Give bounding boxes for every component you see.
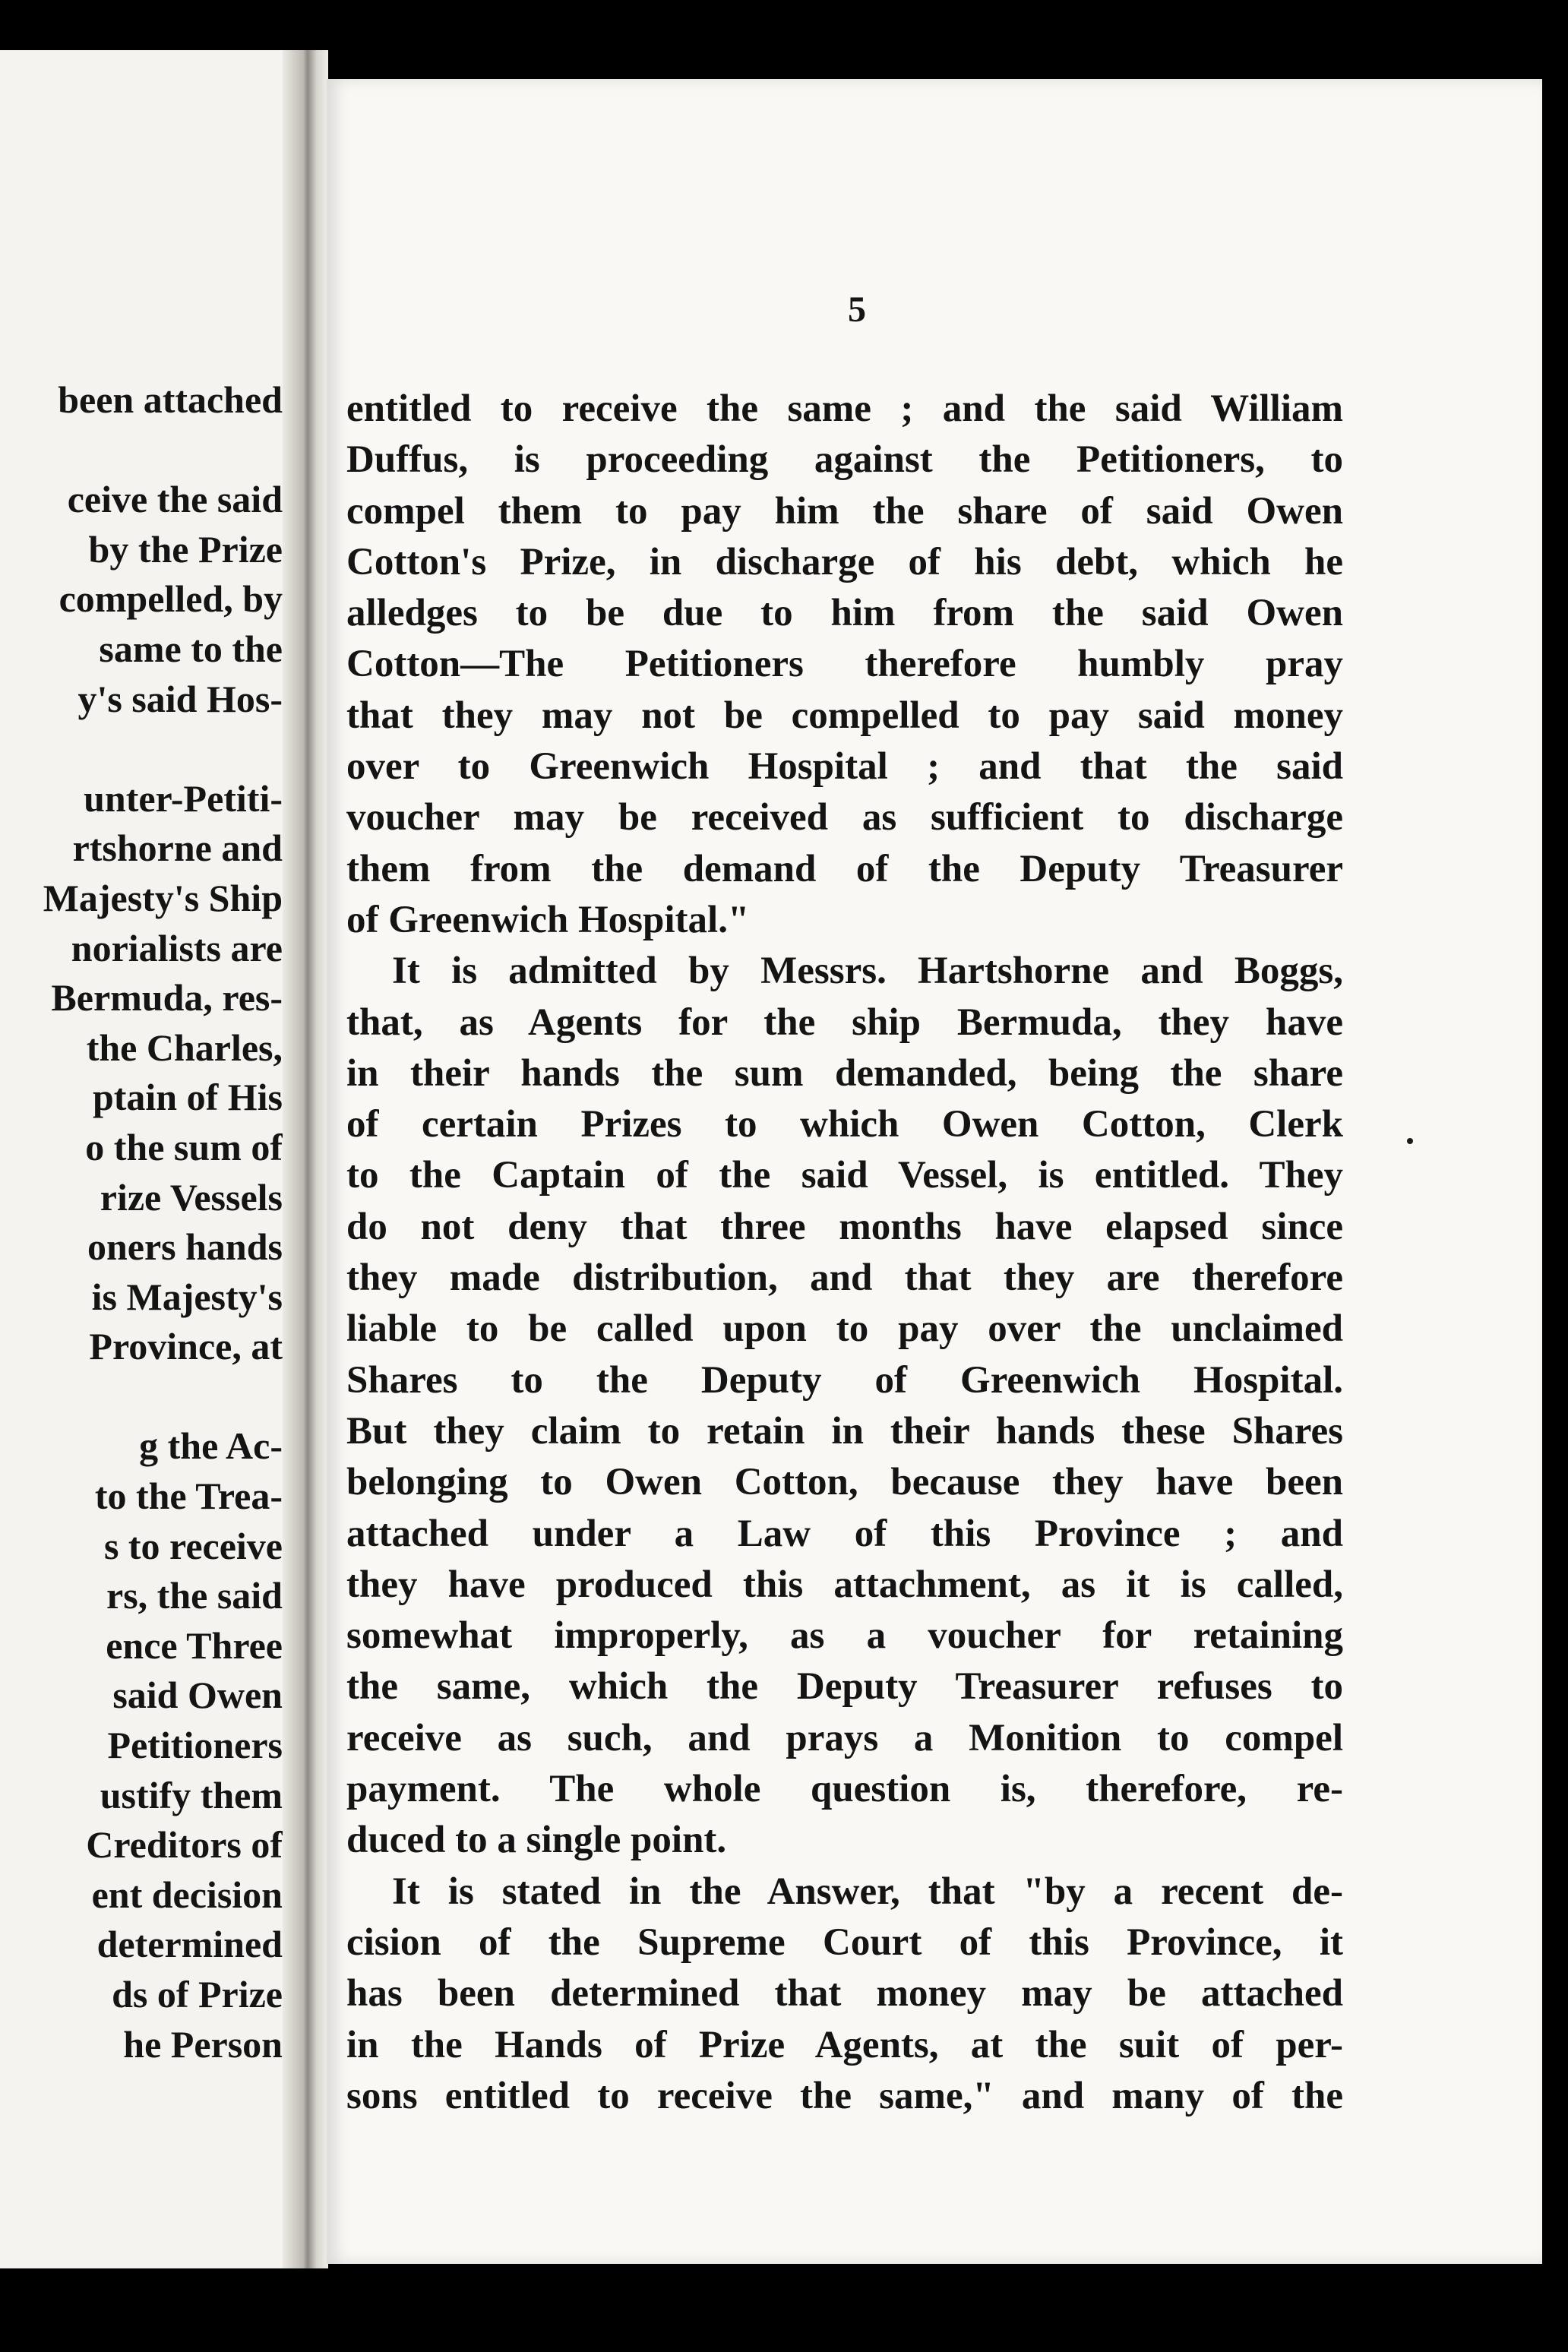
left-line: o the sum of — [85, 1125, 283, 1168]
ink-speck — [1407, 1138, 1413, 1144]
left-line: determined — [96, 1923, 283, 1966]
left-line: s to receive — [103, 1524, 283, 1567]
left-line: rs, the said — [106, 1574, 283, 1617]
body-line: to the Captain of the said Vessel, is entitled. They — [346, 1154, 1343, 1197]
left-line: said Owen — [112, 1674, 283, 1717]
left-line: Province, at — [89, 1325, 283, 1368]
left-line: he Person — [123, 2022, 283, 2066]
left-line: ence Three — [106, 1623, 283, 1667]
body-line: Shares to the Deputy of Greenwich Hospital. — [346, 1358, 1343, 1402]
body-line: payment. The whole question is, therefore, re- — [346, 1768, 1343, 1811]
body-line: attached under a Law of this Province ; and — [346, 1512, 1343, 1555]
body-line: in their hands the sum demanded, being the share — [346, 1051, 1343, 1095]
body-line: But they claim to retain in their hands these Shares — [346, 1409, 1343, 1453]
body-line: that they may not be compelled to pay said money — [346, 694, 1343, 737]
left-line: been attached — [58, 378, 283, 421]
left-line — [0, 425, 283, 476]
left-page-text — [0, 375, 283, 2069]
left-line: norialists are — [71, 926, 283, 969]
body-line: alledges to be due to him from the said Owen — [346, 592, 1343, 635]
body-line: the same, which the Deputy Treasurer refuses to — [346, 1665, 1343, 1709]
body-line: somewhat improperly, as a voucher for retaining — [346, 1614, 1343, 1658]
left-line: is Majesty's — [91, 1275, 283, 1318]
book-gutter — [283, 50, 328, 2268]
body-line: do not deny that three months have elapsed since — [346, 1205, 1343, 1248]
left-line: rize Vessels — [100, 1175, 283, 1219]
body-line: of Greenwich Hospital." — [346, 898, 750, 941]
body-line: Duffus, is proceeding against the Petitioners, to — [346, 438, 1343, 482]
left-line: unter-Petiti- — [84, 776, 283, 820]
left-line: same to the — [99, 627, 283, 670]
body-line: voucher may be received as sufficient to discharge — [346, 796, 1343, 839]
left-line: g the Ac- — [139, 1424, 283, 1468]
left-page — [0, 50, 304, 2268]
left-line: oners hands — [87, 1225, 283, 1269]
left-line: ent decision — [91, 1873, 283, 1916]
body-line: Cotton—The Petitioners therefore humbly pray — [346, 643, 1343, 686]
left-line — [0, 724, 283, 774]
body-line: of certain Prizes to which Owen Cotton, Clerk — [346, 1103, 1343, 1146]
left-line: Majesty's Ship — [43, 876, 283, 919]
left-line: to the Trea- — [94, 1475, 283, 1518]
body-line: compel them to pay him the share of said Owen — [346, 489, 1343, 533]
left-line: Creditors of — [86, 1823, 283, 1867]
body-line: them from the demand of the Deputy Treasurer — [346, 847, 1343, 890]
body-line: duced to a single point. — [346, 1819, 727, 1862]
left-line: Bermuda, res- — [51, 976, 283, 1020]
left-line: compelled, by — [58, 577, 283, 621]
page-number: 5 — [848, 289, 866, 330]
body-line: Cotton's Prize, in discharge of his debt, which he — [346, 540, 1343, 583]
body-line: has been determined that money may be attached — [346, 1972, 1343, 2015]
body-line: sons entitled to receive the same," and many of the — [346, 2074, 1343, 2117]
body-line: entitled to receive the same ; and the said William — [346, 387, 1343, 430]
body-line: over to Greenwich Hospital ; and that the said — [346, 745, 1343, 789]
body-text — [346, 384, 1343, 2122]
left-line: by the Prize — [88, 527, 283, 571]
left-line: ustify them — [100, 1773, 283, 1816]
left-line: ds of Prize — [112, 1973, 283, 2015]
left-line: ceive the said — [67, 478, 283, 521]
body-line: in the Hands of Prize Agents, at the suit of per- — [346, 2023, 1343, 2066]
body-line: cision of the Supreme Court of this Province, it — [346, 1920, 1343, 1964]
body-line: belonging to Owen Cotton, because they have been — [346, 1461, 1343, 1504]
body-line: liable to be called upon to pay over the unclaimed — [346, 1307, 1343, 1351]
body-line: receive as such, and prays a Monition to compel — [346, 1716, 1343, 1759]
body-line: It is admitted by Messrs. Hartshorne and Boggs, — [392, 950, 1343, 993]
body-line: they have produced this attachment, as it is called, — [346, 1563, 1343, 1606]
left-line: y's said Hos- — [77, 677, 283, 720]
body-line: that, as Agents for the ship Bermuda, they have — [346, 1001, 1343, 1044]
left-line: rtshorne and — [72, 827, 283, 870]
left-line: ptain of His — [92, 1076, 283, 1119]
left-line — [0, 1372, 283, 1422]
body-line: It is stated in the Answer, that "by a recent de- — [392, 1870, 1343, 1913]
left-line: Petitioners — [107, 1724, 283, 1767]
left-line: the Charles, — [86, 1026, 283, 1069]
body-line: they made distribution, and that they are therefore — [346, 1257, 1343, 1300]
